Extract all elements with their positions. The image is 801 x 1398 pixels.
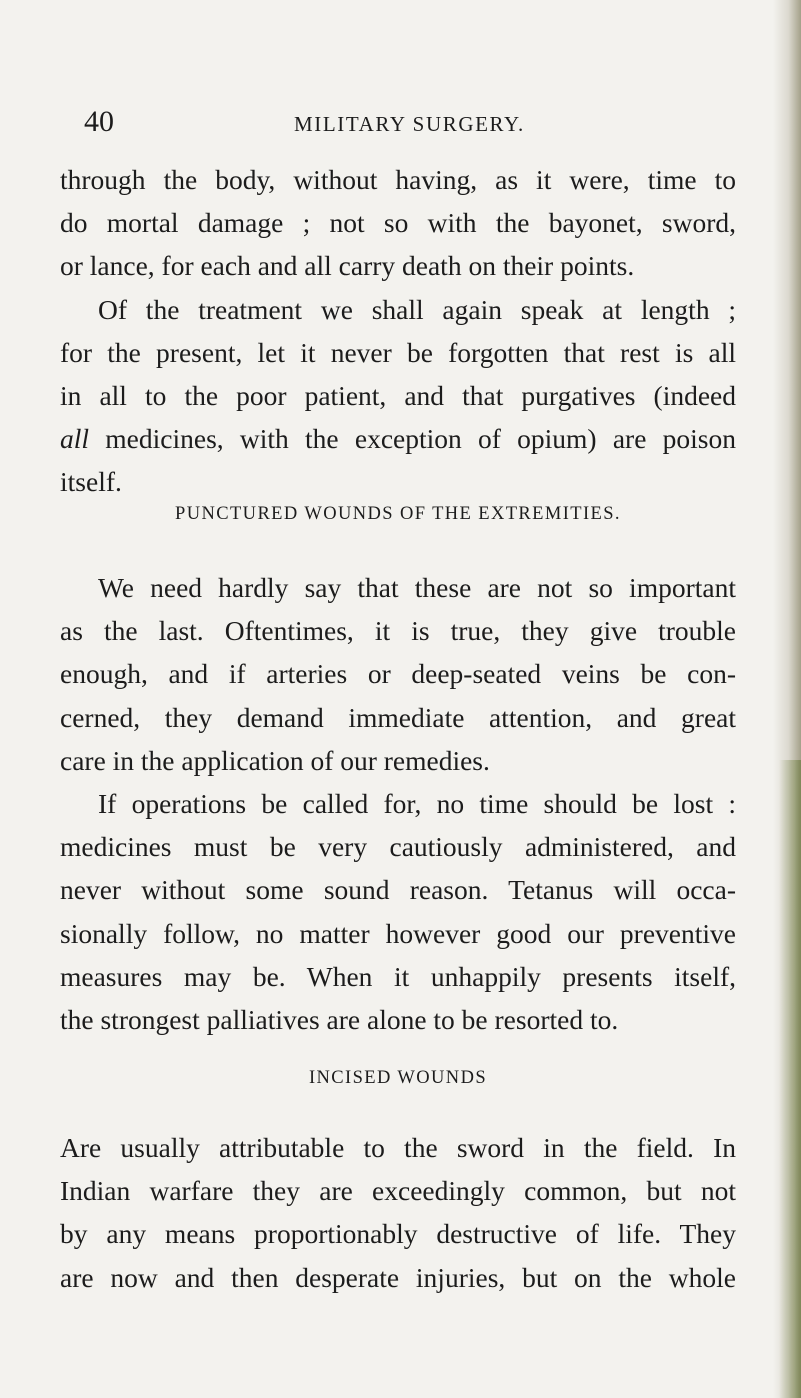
page-edge-stain [779,760,801,1398]
text-line: as the last. Oftentimes, it is true, they give trouble [60,615,736,647]
text-line: We need hardly say that these are not so important [98,572,736,603]
incised-wounds-text [60,1126,736,1299]
paragraph-incised [60,1126,736,1299]
text-line: Of the treatment we shall again speak at length ; [98,293,736,325]
text-line: sionally follow, no matter however good our preventive [60,917,736,949]
text-line: itself. [60,466,122,498]
text-line: or lance, for each and all carry death on their points. [60,250,635,282]
text-line: for the present, let it never be forgotten that rest is all [60,336,736,368]
text-line: through the body, without having, as it were, time to [60,164,736,195]
text-line: by any means proportionably destructive of life. They [60,1218,736,1250]
text-line: Indian warfare they are exceedingly common, but not [60,1175,736,1207]
paragraph-continuation [60,158,736,288]
italic-word: all [60,423,90,455]
text-line: the strongest palliatives are alone to be resorted to. [60,1003,619,1035]
text-line: cerned, they demand immediate attention, and great [60,701,736,733]
text-line: enough, and if arteries or deep-seated veins be con- [60,658,736,690]
text-line: are now and then desperate injuries, but on the whole [60,1261,736,1293]
text-line: in all to the poor patient, and that purgatives (indeed [60,379,736,411]
page-number: 40 [84,105,114,138]
text-line: care in the application of our remedies. [60,744,490,776]
paragraph-operations [60,782,736,1041]
text-fragment: medicines, with the exception of opium) are poison [89,423,736,455]
text-line: do mortal damage ; not so with the bayonet, sword, [60,207,736,239]
punctured-wounds-text [60,566,736,1041]
text-line [60,417,736,460]
page-header [84,102,714,142]
text-line: medicines must be very cautiously administered, and [60,831,736,863]
section-heading-punctured: PUNCTURED WOUNDS OF THE EXTREMITIES. [175,504,621,524]
text-line: never without some sound reason. Tetanus will occa- [60,874,736,906]
text-line: measures may be. When it unhappily presents itself, [60,960,736,992]
running-title: MILITARY SURGERY. [294,112,525,136]
text-line: Are usually attributable to the sword in the field. In [60,1132,736,1163]
section-heading-incised: INCISED WOUNDS [308,1068,488,1088]
paragraph-treatment [60,288,736,504]
text-line: If operations be called for, no time should be lost : [98,787,736,819]
opening-text [60,158,736,504]
paragraph-importance [60,566,736,782]
